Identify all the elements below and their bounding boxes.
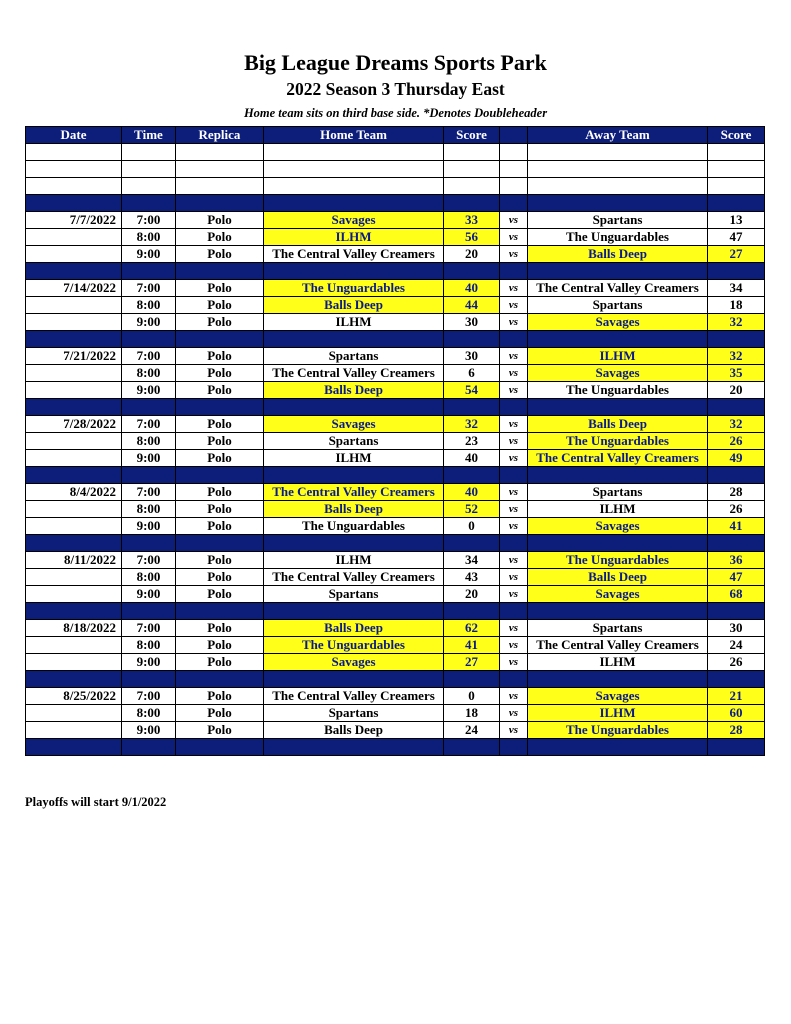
away-team: Savages xyxy=(528,518,708,535)
game-date xyxy=(26,365,122,382)
game-field: Polo xyxy=(176,501,264,518)
game-row xyxy=(26,654,765,671)
game-row xyxy=(26,450,765,467)
vs-label: vs xyxy=(500,297,528,314)
game-field: Polo xyxy=(176,569,264,586)
game-date xyxy=(26,722,122,739)
vs-label: vs xyxy=(500,552,528,569)
vs-label: vs xyxy=(500,229,528,246)
week-separator-row xyxy=(26,195,765,212)
home-team: The Unguardables xyxy=(264,518,444,535)
away-score: 30 xyxy=(708,620,765,637)
game-time: 8:00 xyxy=(122,637,176,654)
game-date: 8/4/2022 xyxy=(26,484,122,501)
vs-label: vs xyxy=(500,654,528,671)
game-time: 7:00 xyxy=(122,416,176,433)
game-field: Polo xyxy=(176,382,264,399)
game-date: 8/18/2022 xyxy=(26,620,122,637)
home-team: Spartans xyxy=(264,433,444,450)
home-score: 6 xyxy=(444,365,500,382)
game-field: Polo xyxy=(176,297,264,314)
home-score: 52 xyxy=(444,501,500,518)
game-time: 8:00 xyxy=(122,297,176,314)
away-score: 49 xyxy=(708,450,765,467)
game-time: 7:00 xyxy=(122,552,176,569)
game-date xyxy=(26,433,122,450)
game-date xyxy=(26,450,122,467)
home-score: 30 xyxy=(444,314,500,331)
game-date xyxy=(26,314,122,331)
away-score: 26 xyxy=(708,654,765,671)
game-time: 8:00 xyxy=(122,433,176,450)
away-score: 28 xyxy=(708,722,765,739)
away-team: The Unguardables xyxy=(528,229,708,246)
vs-label: vs xyxy=(500,382,528,399)
away-team: Savages xyxy=(528,586,708,603)
away-team: Spartans xyxy=(528,297,708,314)
game-time: 7:00 xyxy=(122,212,176,229)
week-separator-row xyxy=(26,739,765,756)
home-team: Balls Deep xyxy=(264,501,444,518)
col-header-home-score: Score xyxy=(444,127,500,144)
col-header-away-team: Away Team xyxy=(528,127,708,144)
away-score: 28 xyxy=(708,484,765,501)
home-team: Spartans xyxy=(264,705,444,722)
home-score: 18 xyxy=(444,705,500,722)
game-row xyxy=(26,688,765,705)
vs-label: vs xyxy=(500,348,528,365)
game-field: Polo xyxy=(176,552,264,569)
week-separator-row xyxy=(26,399,765,416)
game-row xyxy=(26,280,765,297)
week-separator-row xyxy=(26,535,765,552)
home-team: Balls Deep xyxy=(264,297,444,314)
game-row xyxy=(26,212,765,229)
game-row xyxy=(26,586,765,603)
header-row xyxy=(26,127,765,144)
away-score: 26 xyxy=(708,501,765,518)
away-team: Balls Deep xyxy=(528,569,708,586)
game-date xyxy=(26,637,122,654)
vs-label: vs xyxy=(500,501,528,518)
vs-label: vs xyxy=(500,365,528,382)
away-score: 36 xyxy=(708,552,765,569)
game-field: Polo xyxy=(176,212,264,229)
game-field: Polo xyxy=(176,246,264,263)
home-team: The Central Valley Creamers xyxy=(264,365,444,382)
home-team: The Unguardables xyxy=(264,637,444,654)
home-score: 62 xyxy=(444,620,500,637)
game-field: Polo xyxy=(176,348,264,365)
away-team: The Unguardables xyxy=(528,433,708,450)
away-score: 21 xyxy=(708,688,765,705)
col-header-date: Date xyxy=(26,127,122,144)
game-field: Polo xyxy=(176,688,264,705)
home-team: Balls Deep xyxy=(264,722,444,739)
game-time: 9:00 xyxy=(122,246,176,263)
away-team: Spartans xyxy=(528,212,708,229)
home-team: The Central Valley Creamers xyxy=(264,484,444,501)
game-field: Polo xyxy=(176,450,264,467)
game-date: 8/11/2022 xyxy=(26,552,122,569)
away-score: 34 xyxy=(708,280,765,297)
game-row xyxy=(26,416,765,433)
game-row xyxy=(26,348,765,365)
playoffs-footer: Playoffs will start 9/1/2022 xyxy=(25,795,167,809)
vs-label: vs xyxy=(500,705,528,722)
away-score: 27 xyxy=(708,246,765,263)
page-title: Big League Dreams Sports Park xyxy=(244,50,547,75)
away-score: 35 xyxy=(708,365,765,382)
away-team: Spartans xyxy=(528,484,708,501)
vs-label: vs xyxy=(500,416,528,433)
game-field: Polo xyxy=(176,433,264,450)
week-separator-row xyxy=(26,671,765,688)
game-field: Polo xyxy=(176,654,264,671)
game-row xyxy=(26,501,765,518)
away-score: 20 xyxy=(708,382,765,399)
home-team: The Central Valley Creamers xyxy=(264,569,444,586)
schedule-table xyxy=(25,126,765,756)
game-date: 7/7/2022 xyxy=(26,212,122,229)
game-date xyxy=(26,229,122,246)
page-subtitle: 2022 Season 3 Thursday East xyxy=(286,79,505,99)
game-field: Polo xyxy=(176,620,264,637)
game-row xyxy=(26,569,765,586)
col-header-replica: Replica xyxy=(176,127,264,144)
home-score: 40 xyxy=(444,280,500,297)
vs-label: vs xyxy=(500,620,528,637)
game-time: 8:00 xyxy=(122,705,176,722)
game-field: Polo xyxy=(176,586,264,603)
blank-row xyxy=(26,161,765,178)
game-time: 9:00 xyxy=(122,382,176,399)
game-time: 7:00 xyxy=(122,280,176,297)
away-team: The Central Valley Creamers xyxy=(528,637,708,654)
away-score: 60 xyxy=(708,705,765,722)
game-date: 8/25/2022 xyxy=(26,688,122,705)
week-separator-row xyxy=(26,331,765,348)
game-date: 7/14/2022 xyxy=(26,280,122,297)
home-score: 56 xyxy=(444,229,500,246)
game-date xyxy=(26,382,122,399)
away-team: Savages xyxy=(528,314,708,331)
home-score: 40 xyxy=(444,484,500,501)
game-field: Polo xyxy=(176,229,264,246)
home-score: 54 xyxy=(444,382,500,399)
away-score: 47 xyxy=(708,569,765,586)
home-team: The Unguardables xyxy=(264,280,444,297)
game-row xyxy=(26,705,765,722)
blank-row xyxy=(26,144,765,161)
home-score: 33 xyxy=(444,212,500,229)
game-field: Polo xyxy=(176,722,264,739)
game-time: 7:00 xyxy=(122,620,176,637)
home-score: 32 xyxy=(444,416,500,433)
game-row xyxy=(26,518,765,535)
game-time: 7:00 xyxy=(122,484,176,501)
game-time: 8:00 xyxy=(122,229,176,246)
game-date xyxy=(26,586,122,603)
away-team: Spartans xyxy=(528,620,708,637)
week-separator-row xyxy=(26,603,765,620)
vs-label: vs xyxy=(500,212,528,229)
game-date xyxy=(26,501,122,518)
game-time: 8:00 xyxy=(122,365,176,382)
away-team: ILHM xyxy=(528,654,708,671)
game-row xyxy=(26,297,765,314)
away-score: 13 xyxy=(708,212,765,229)
home-team: Spartans xyxy=(264,348,444,365)
away-score: 26 xyxy=(708,433,765,450)
game-row xyxy=(26,620,765,637)
vs-label: vs xyxy=(500,518,528,535)
col-header-time: Time xyxy=(122,127,176,144)
game-time: 7:00 xyxy=(122,688,176,705)
game-row xyxy=(26,637,765,654)
blank-row xyxy=(26,178,765,195)
away-team: The Central Valley Creamers xyxy=(528,450,708,467)
vs-label: vs xyxy=(500,586,528,603)
game-date xyxy=(26,297,122,314)
game-field: Polo xyxy=(176,314,264,331)
home-score: 20 xyxy=(444,246,500,263)
game-time: 7:00 xyxy=(122,348,176,365)
away-team: ILHM xyxy=(528,705,708,722)
game-row xyxy=(26,484,765,501)
game-field: Polo xyxy=(176,280,264,297)
away-team: Balls Deep xyxy=(528,416,708,433)
away-team: Balls Deep xyxy=(528,246,708,263)
home-score: 43 xyxy=(444,569,500,586)
game-date xyxy=(26,654,122,671)
vs-label: vs xyxy=(500,314,528,331)
col-header-home-team: Home Team xyxy=(264,127,444,144)
game-time: 9:00 xyxy=(122,450,176,467)
page-note: Home team sits on third base side. *Denotes Doubleheader xyxy=(243,106,548,120)
home-score: 20 xyxy=(444,586,500,603)
vs-label: vs xyxy=(500,433,528,450)
away-score: 41 xyxy=(708,518,765,535)
game-field: Polo xyxy=(176,416,264,433)
week-separator-row xyxy=(26,263,765,280)
home-score: 24 xyxy=(444,722,500,739)
home-team: ILHM xyxy=(264,450,444,467)
away-score: 32 xyxy=(708,314,765,331)
game-row xyxy=(26,552,765,569)
away-team: The Unguardables xyxy=(528,722,708,739)
game-row xyxy=(26,722,765,739)
game-row xyxy=(26,246,765,263)
schedule-body xyxy=(26,144,765,756)
vs-label: vs xyxy=(500,280,528,297)
away-team: ILHM xyxy=(528,501,708,518)
game-field: Polo xyxy=(176,637,264,654)
away-score: 24 xyxy=(708,637,765,654)
away-team: Savages xyxy=(528,365,708,382)
away-score: 18 xyxy=(708,297,765,314)
week-separator-row xyxy=(26,467,765,484)
away-score: 47 xyxy=(708,229,765,246)
away-team: Savages xyxy=(528,688,708,705)
home-score: 30 xyxy=(444,348,500,365)
vs-label: vs xyxy=(500,722,528,739)
game-time: 9:00 xyxy=(122,654,176,671)
vs-label: vs xyxy=(500,450,528,467)
col-header-vs xyxy=(500,127,528,144)
away-score: 32 xyxy=(708,416,765,433)
home-team: Savages xyxy=(264,416,444,433)
home-team: Balls Deep xyxy=(264,382,444,399)
game-time: 8:00 xyxy=(122,569,176,586)
home-score: 27 xyxy=(444,654,500,671)
game-date: 7/28/2022 xyxy=(26,416,122,433)
home-score: 44 xyxy=(444,297,500,314)
home-team: Savages xyxy=(264,212,444,229)
home-team: Spartans xyxy=(264,586,444,603)
home-score: 0 xyxy=(444,688,500,705)
game-time: 9:00 xyxy=(122,722,176,739)
vs-label: vs xyxy=(500,569,528,586)
home-team: Savages xyxy=(264,654,444,671)
game-row xyxy=(26,365,765,382)
vs-label: vs xyxy=(500,246,528,263)
game-date: 7/21/2022 xyxy=(26,348,122,365)
game-date xyxy=(26,518,122,535)
game-field: Polo xyxy=(176,518,264,535)
game-field: Polo xyxy=(176,705,264,722)
away-team: The Unguardables xyxy=(528,382,708,399)
away-team: The Unguardables xyxy=(528,552,708,569)
game-date xyxy=(26,569,122,586)
home-team: ILHM xyxy=(264,229,444,246)
vs-label: vs xyxy=(500,637,528,654)
away-team: ILHM xyxy=(528,348,708,365)
away-score: 32 xyxy=(708,348,765,365)
game-date xyxy=(26,705,122,722)
home-score: 23 xyxy=(444,433,500,450)
home-score: 34 xyxy=(444,552,500,569)
game-field: Polo xyxy=(176,365,264,382)
game-row xyxy=(26,314,765,331)
vs-label: vs xyxy=(500,484,528,501)
game-time: 9:00 xyxy=(122,586,176,603)
game-time: 8:00 xyxy=(122,501,176,518)
away-team: The Central Valley Creamers xyxy=(528,280,708,297)
home-team: ILHM xyxy=(264,552,444,569)
game-field: Polo xyxy=(176,484,264,501)
game-time: 9:00 xyxy=(122,518,176,535)
game-row xyxy=(26,433,765,450)
game-date xyxy=(26,246,122,263)
home-score: 0 xyxy=(444,518,500,535)
away-score: 68 xyxy=(708,586,765,603)
home-score: 40 xyxy=(444,450,500,467)
home-score: 41 xyxy=(444,637,500,654)
game-row xyxy=(26,229,765,246)
game-row xyxy=(26,382,765,399)
home-team: The Central Valley Creamers xyxy=(264,246,444,263)
home-team: Balls Deep xyxy=(264,620,444,637)
col-header-away-score: Score xyxy=(708,127,765,144)
game-time: 9:00 xyxy=(122,314,176,331)
vs-label: vs xyxy=(500,688,528,705)
home-team: ILHM xyxy=(264,314,444,331)
home-team: The Central Valley Creamers xyxy=(264,688,444,705)
